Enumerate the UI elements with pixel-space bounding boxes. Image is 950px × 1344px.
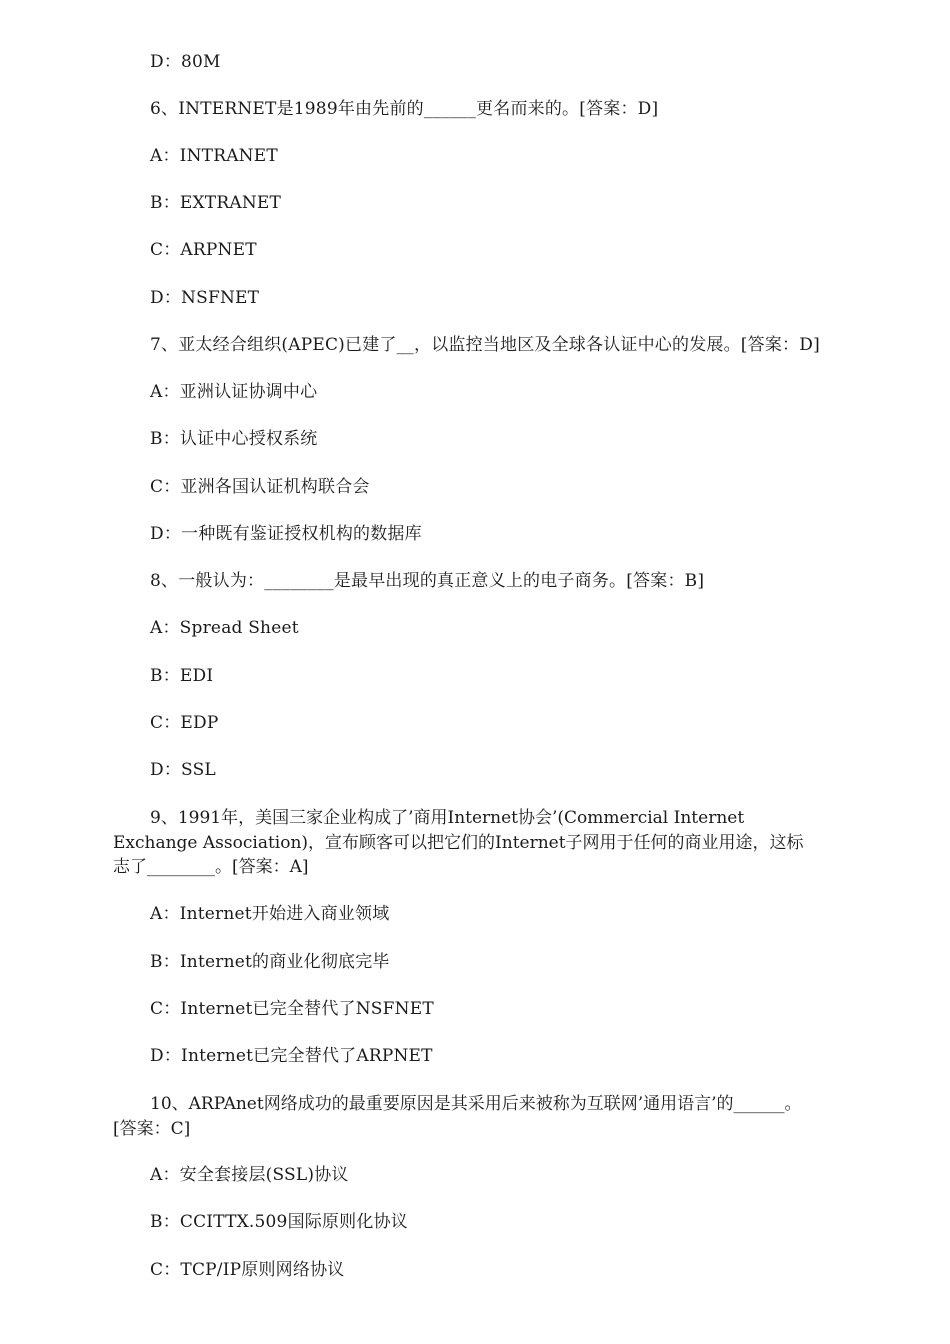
option-d-q8: D：SSL [150, 760, 216, 780]
question-6: 6、INTERNET是1989年由先前的______更名而来的。[答案：D] [150, 99, 659, 119]
option-c-q7: C：亚洲各国认证机构联合会 [150, 477, 370, 497]
option-c-q9: C：Internet已完全替代了NSFNET [150, 999, 434, 1019]
question-8: 8、一般认为：________是最早出现的真正意义上的电子商务。[答案：B] [150, 571, 705, 591]
option-b-q8: B：EDI [150, 666, 214, 686]
question-10-line-2: [答案：C] [113, 1118, 191, 1139]
option-c-q10: C：TCP/IP原则网络协议 [150, 1260, 345, 1280]
option-a-q8: A：Spread Sheet [150, 618, 299, 638]
option-a-q6: A：INTRANET [150, 146, 278, 166]
question-10 [113, 1092, 883, 1141]
option-a-q9: A：Internet开始进入商业领域 [150, 904, 390, 924]
option-b-q6: B：EXTRANET [150, 193, 282, 213]
option-a-q10: A：安全套接层(SSL)协议 [150, 1165, 349, 1185]
option-b-q9: B：Internet的商业化彻底完毕 [150, 952, 390, 972]
option-d-q7: D：一种既有鉴证授权机构的数据库 [150, 524, 422, 544]
question-10-line-1: 10、ARPAnet网络成功的最重要原因是其采用后来被称为互联网’通用语言’的______。 [150, 1094, 802, 1114]
option-c-q6: C：ARPNET [150, 240, 257, 260]
option-b-q10: B：CCITTX.509国际原则化协议 [150, 1212, 408, 1232]
question-7: 7、亚太经合组织(APEC)已建了__，以监控当地区及全球各认证中心的发展。[答案：D] [150, 335, 820, 355]
option-d-q6: D：NSFNET [150, 288, 260, 308]
option-a-q7: A：亚洲认证协调中心 [150, 382, 318, 402]
question-9-line-1: 9、1991年，美国三家企业构成了’商用Internet协会’(Commercial Internet [150, 808, 745, 828]
option-d-q9: D：Internet已完全替代了ARPNET [150, 1046, 433, 1066]
option-b-q7: B：认证中心授权系统 [150, 429, 318, 449]
option-d-q5: D：80M [150, 52, 221, 72]
option-c-q8: C：EDP [150, 713, 219, 733]
question-9 [113, 806, 883, 880]
question-9-line-2: Exchange Association)，宣布顾客可以把它们的Internet子网用于任何的商业用途，这标 [113, 832, 804, 853]
question-9-line-3: 志了________。[答案：A] [113, 857, 309, 877]
